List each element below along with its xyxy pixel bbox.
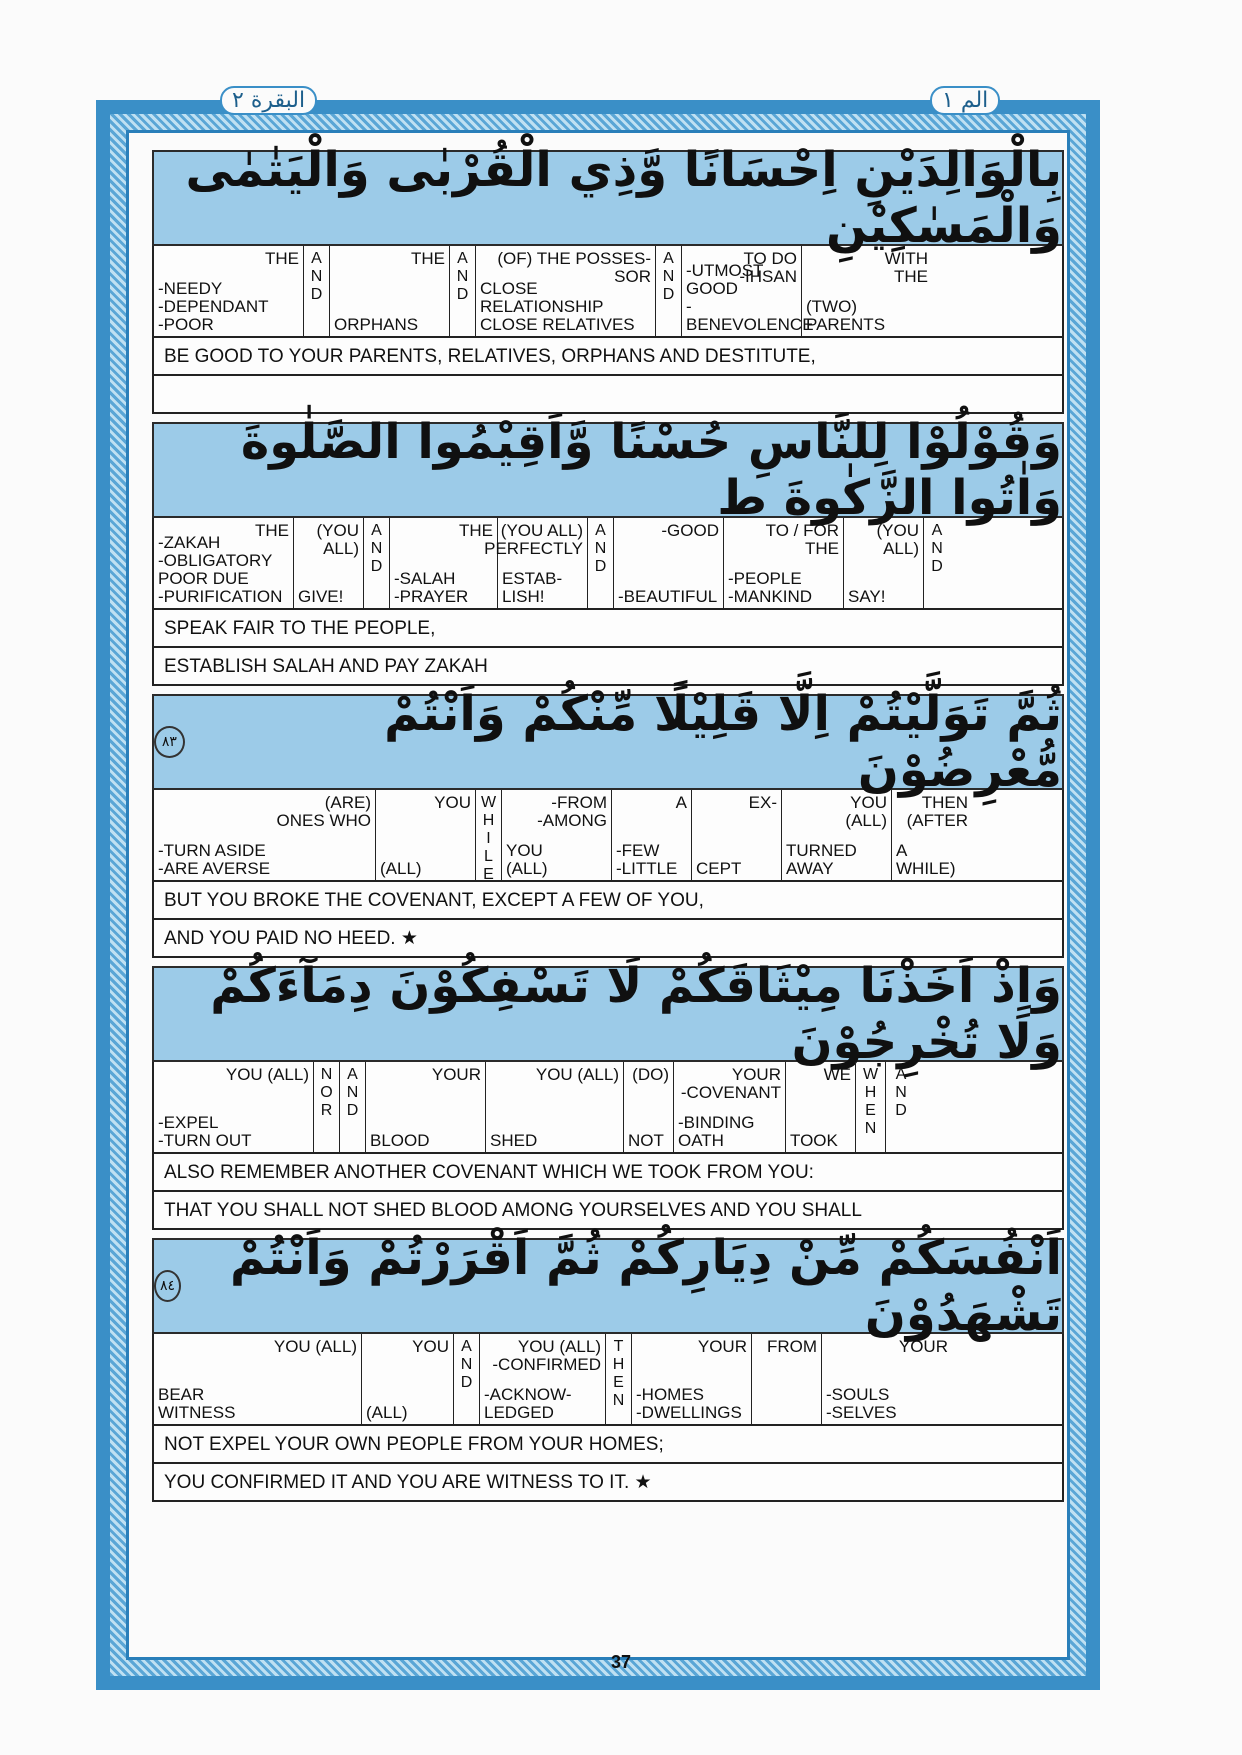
gloss-top-text: YOU	[434, 793, 471, 812]
gloss-top-text: YOUR -COVENANT	[680, 1065, 781, 1102]
gloss-top-text: (YOU ALL) PERFECTLY	[484, 521, 583, 558]
verse-block	[152, 142, 1064, 414]
gloss-top-text: THE	[459, 521, 493, 540]
gloss-bottom-text: TOOK	[790, 1131, 838, 1150]
verse-block	[152, 414, 1064, 686]
gloss-cell	[390, 518, 498, 608]
vertical-conjunction: A N D	[460, 1338, 473, 1391]
word-gloss-row	[152, 1062, 1064, 1154]
gloss-top-text: YOU (ALL)	[535, 1065, 619, 1084]
ayah-number-marker: ٨٣	[154, 726, 185, 758]
word-gloss-row	[152, 1334, 1064, 1426]
arabic-text: بِالْوَالِدَيْنِ اِحْسَانًا وَّذِي الْقُرْبٰى وَالْيَتٰمٰى وَالْمَسٰكِيْنِ	[185, 142, 1062, 254]
gloss-cell	[856, 1062, 886, 1152]
gloss-cell	[154, 246, 304, 336]
gloss-cell	[480, 1334, 606, 1424]
gloss-top-text: YOU (ALL)	[273, 1337, 357, 1356]
gloss-cell	[588, 518, 614, 608]
arabic-verse	[152, 414, 1064, 526]
gloss-bottom-text: SAY!	[848, 587, 886, 606]
gloss-cell	[782, 790, 892, 880]
gloss-bottom-text: -HOMES -DWELLINGS	[636, 1385, 742, 1422]
gloss-cell	[484, 518, 588, 608]
gloss-cell	[886, 1062, 916, 1152]
verse-block	[152, 1230, 1064, 1502]
gloss-cell	[376, 790, 476, 880]
word-gloss-row	[152, 518, 1064, 610]
word-gloss-row	[152, 246, 1064, 338]
gloss-top-text: YOU (ALL)	[225, 1065, 309, 1084]
gloss-bottom-text: (ALL)	[366, 1403, 408, 1422]
gloss-top-text: YOUR	[431, 1065, 481, 1084]
gloss-top-text: YOU	[412, 1337, 449, 1356]
vertical-conjunction: W H E N	[862, 1066, 879, 1137]
translation-line: BE GOOD TO YOUR PARENTS, RELATIVES, ORPHANS AND DESTITUTE,	[152, 338, 1064, 376]
vertical-conjunction: A N D	[594, 522, 607, 575]
gloss-top-text: THE	[255, 521, 289, 540]
word-gloss-row	[152, 790, 1064, 882]
gloss-cell	[674, 1062, 786, 1152]
arabic-verse	[152, 1230, 1064, 1342]
verse-block	[152, 686, 1064, 958]
gloss-cell	[154, 1062, 314, 1152]
gloss-cell	[454, 1334, 480, 1424]
gloss-bottom-text: CEPT	[696, 859, 742, 878]
gloss-cell	[450, 246, 476, 336]
gloss-bottom-text: -PEOPLE -MANKIND	[728, 569, 813, 606]
gloss-top-text: FROM	[766, 1337, 817, 1356]
vertical-conjunction: A N D	[456, 250, 469, 303]
arabic-text: اَنْفُسَكُمْ مِّنْ دِيَارِكُمْ ثُمَّ اَقْرَرْتُمْ وَاَنْتُمْ تَشْهَدُوْنَ	[229, 1230, 1062, 1342]
gloss-cell	[822, 1334, 952, 1424]
gloss-cell	[892, 790, 972, 880]
gloss-top-text: THE	[411, 249, 445, 268]
gloss-bottom-text: -BEAUTIFUL	[618, 587, 718, 606]
gloss-cell	[656, 246, 682, 336]
vertical-conjunction: A N D	[370, 522, 383, 575]
gloss-top-text: THEN (AFTER	[906, 793, 968, 830]
vertical-conjunction: W H I L E	[480, 794, 497, 883]
gloss-cell	[786, 1062, 856, 1152]
content-area	[152, 142, 1064, 1510]
gloss-cell	[802, 246, 932, 336]
gloss-bottom-text: ORPHANS	[334, 315, 419, 334]
translation-line: YOU CONFIRMED IT AND YOU ARE WITNESS TO IT. ★	[152, 1464, 1064, 1502]
gloss-top-text: TO DO -IHSAN	[739, 249, 797, 286]
gloss-bottom-text: BEAR WITNESS	[158, 1385, 236, 1422]
vertical-conjunction: A N D	[346, 1066, 359, 1119]
vertical-conjunction: N O R	[320, 1066, 333, 1119]
translation-line	[152, 376, 1064, 414]
gloss-cell	[366, 1062, 486, 1152]
gloss-top-text: YOUR	[898, 1337, 948, 1356]
vertical-conjunction: T H E N	[612, 1338, 625, 1409]
vertical-conjunction: A N D	[662, 250, 675, 303]
gloss-cell	[476, 790, 502, 883]
gloss-top-text: WE	[823, 1065, 851, 1084]
gloss-top-text: THE	[265, 249, 299, 268]
arabic-verse	[152, 142, 1064, 254]
arabic-text: وَقُوْلُوْا لِلنَّاسِ حُسْنًا وَّاَقِيْمُوا الصَّلٰوةَ وَاٰتُوا الزَّكٰوةَ ط	[240, 414, 1062, 526]
gloss-cell	[314, 1062, 340, 1152]
translation-line: BUT YOU BROKE THE COVENANT, EXCEPT A FEW OF YOU,	[152, 882, 1064, 920]
arabic-text: وَاِذْ اَخَذْنَا مِيْثَاقَكُمْ لَا تَسْفِكُوْنَ دِمَآءَكُمْ وَلَا تُخْرِجُوْنَ	[210, 958, 1062, 1070]
arabic-verse	[152, 958, 1064, 1070]
gloss-bottom-text: NOT	[628, 1131, 664, 1150]
gloss-cell	[486, 1062, 624, 1152]
gloss-cell	[606, 1334, 632, 1424]
vertical-conjunction: A N D	[931, 522, 943, 575]
gloss-cell	[362, 1334, 454, 1424]
gloss-top-text: (YOU ALL)	[316, 521, 359, 558]
vertical-conjunction: A N D	[895, 1066, 907, 1119]
gloss-bottom-text: TURNED AWAY	[786, 841, 857, 878]
gloss-bottom-text: -UTMOST GOOD -BENEVOLENCE	[686, 261, 814, 334]
gloss-bottom-text: GIVE!	[298, 587, 344, 606]
translation-line: ALSO REMEMBER ANOTHER COVENANT WHICH WE TOOK FROM YOU:	[152, 1154, 1064, 1192]
gloss-bottom-text: ESTAB- LISH!	[502, 569, 563, 606]
gloss-bottom-text: -TURN ASIDE -ARE AVERSE	[158, 841, 271, 878]
arabic-text: ثُمَّ تَوَلَّيْتُمْ اِلَّا قَلِيْلًا مِّنْكُمْ وَاَنْتُمْ مُّعْرِضُوْنَ	[384, 686, 1062, 798]
gloss-cell	[154, 790, 376, 880]
gloss-top-text: -GOOD	[661, 521, 719, 540]
gloss-top-text: (YOU ALL)	[876, 521, 919, 558]
translation-line: NOT EXPEL YOUR OWN PEOPLE FROM YOUR HOMES;	[152, 1426, 1064, 1464]
gloss-bottom-text: (TWO) PARENTS	[806, 297, 886, 334]
gloss-cell	[614, 518, 724, 608]
gloss-top-text: -FROM -AMONG	[537, 793, 607, 830]
gloss-cell	[340, 1062, 366, 1152]
gloss-top-text: WITH THE	[884, 249, 928, 286]
gloss-cell	[924, 518, 950, 608]
gloss-top-text: A	[675, 793, 687, 812]
gloss-cell	[612, 790, 692, 880]
page-number: 37	[610, 1652, 632, 1672]
gloss-cell	[364, 518, 390, 608]
arabic-verse	[152, 686, 1064, 798]
gloss-cell	[752, 1334, 822, 1424]
juz-name-header: الم ١	[930, 86, 1000, 115]
gloss-cell	[502, 790, 612, 880]
gloss-bottom-text: -BINDING OATH	[678, 1113, 755, 1150]
gloss-cell	[154, 1334, 362, 1424]
gloss-bottom-text: -FEW -LITTLE	[616, 841, 678, 878]
gloss-bottom-text: BLOOD	[370, 1131, 430, 1150]
gloss-bottom-text: -SOULS -SELVES	[826, 1385, 897, 1422]
vertical-conjunction: A N D	[310, 250, 323, 303]
gloss-bottom-text: -SALAH -PRAYER	[394, 569, 469, 606]
gloss-bottom-text: -EXPEL -TURN OUT	[158, 1113, 252, 1150]
gloss-top-text: (OF) THE POSSES- SOR	[497, 249, 651, 286]
gloss-top-text: (DO)	[632, 1065, 669, 1084]
gloss-bottom-text: (ALL)	[380, 859, 422, 878]
gloss-bottom-text: SHED	[490, 1131, 538, 1150]
gloss-cell	[330, 246, 450, 336]
gloss-top-text: TO / FOR THE	[765, 521, 839, 558]
gloss-bottom-text: -NEEDY -DEPENDANT -POOR	[158, 279, 269, 334]
gloss-cell	[294, 518, 364, 608]
gloss-top-text: YOU (ALL)	[845, 793, 887, 830]
gloss-cell	[682, 246, 814, 336]
verse-block	[152, 958, 1064, 1230]
gloss-cell	[304, 246, 330, 336]
gloss-top-text: YOU (ALL) -CONFIRMED	[492, 1337, 601, 1374]
gloss-bottom-text: -ACKNOW- LEDGED	[484, 1385, 572, 1422]
gloss-cell	[154, 518, 294, 608]
gloss-cell	[692, 790, 782, 880]
gloss-bottom-text: YOU (ALL)	[506, 841, 548, 878]
gloss-top-text: YOUR	[697, 1337, 747, 1356]
gloss-cell	[844, 518, 924, 608]
gloss-top-text: EX-	[748, 793, 777, 812]
gloss-cell	[624, 1062, 674, 1152]
gloss-bottom-text: -ZAKAH -OBLIGATORY POOR DUE -PURIFICATION	[158, 533, 283, 606]
translation-line: AND YOU PAID NO HEED. ★	[152, 920, 1064, 958]
gloss-cell	[632, 1334, 752, 1424]
translation-line: SPEAK FAIR TO THE PEOPLE,	[152, 610, 1064, 648]
gloss-bottom-text: A WHILE)	[896, 841, 956, 878]
gloss-cell	[724, 518, 844, 608]
ayah-number-marker: ٨٤	[154, 1270, 181, 1302]
gloss-bottom-text: CLOSE RELATIONSHIP CLOSE RELATIVES	[480, 279, 635, 334]
gloss-top-text: (ARE) ONES WHO	[276, 793, 371, 830]
translation-line: THAT YOU SHALL NOT SHED BLOOD AMONG YOURSELVES AND YOU SHALL	[152, 1192, 1064, 1230]
surah-name-header: البقرة ٢	[220, 86, 317, 115]
gloss-cell	[476, 246, 656, 336]
translation-line: ESTABLISH SALAH AND PAY ZAKAH	[152, 648, 1064, 686]
